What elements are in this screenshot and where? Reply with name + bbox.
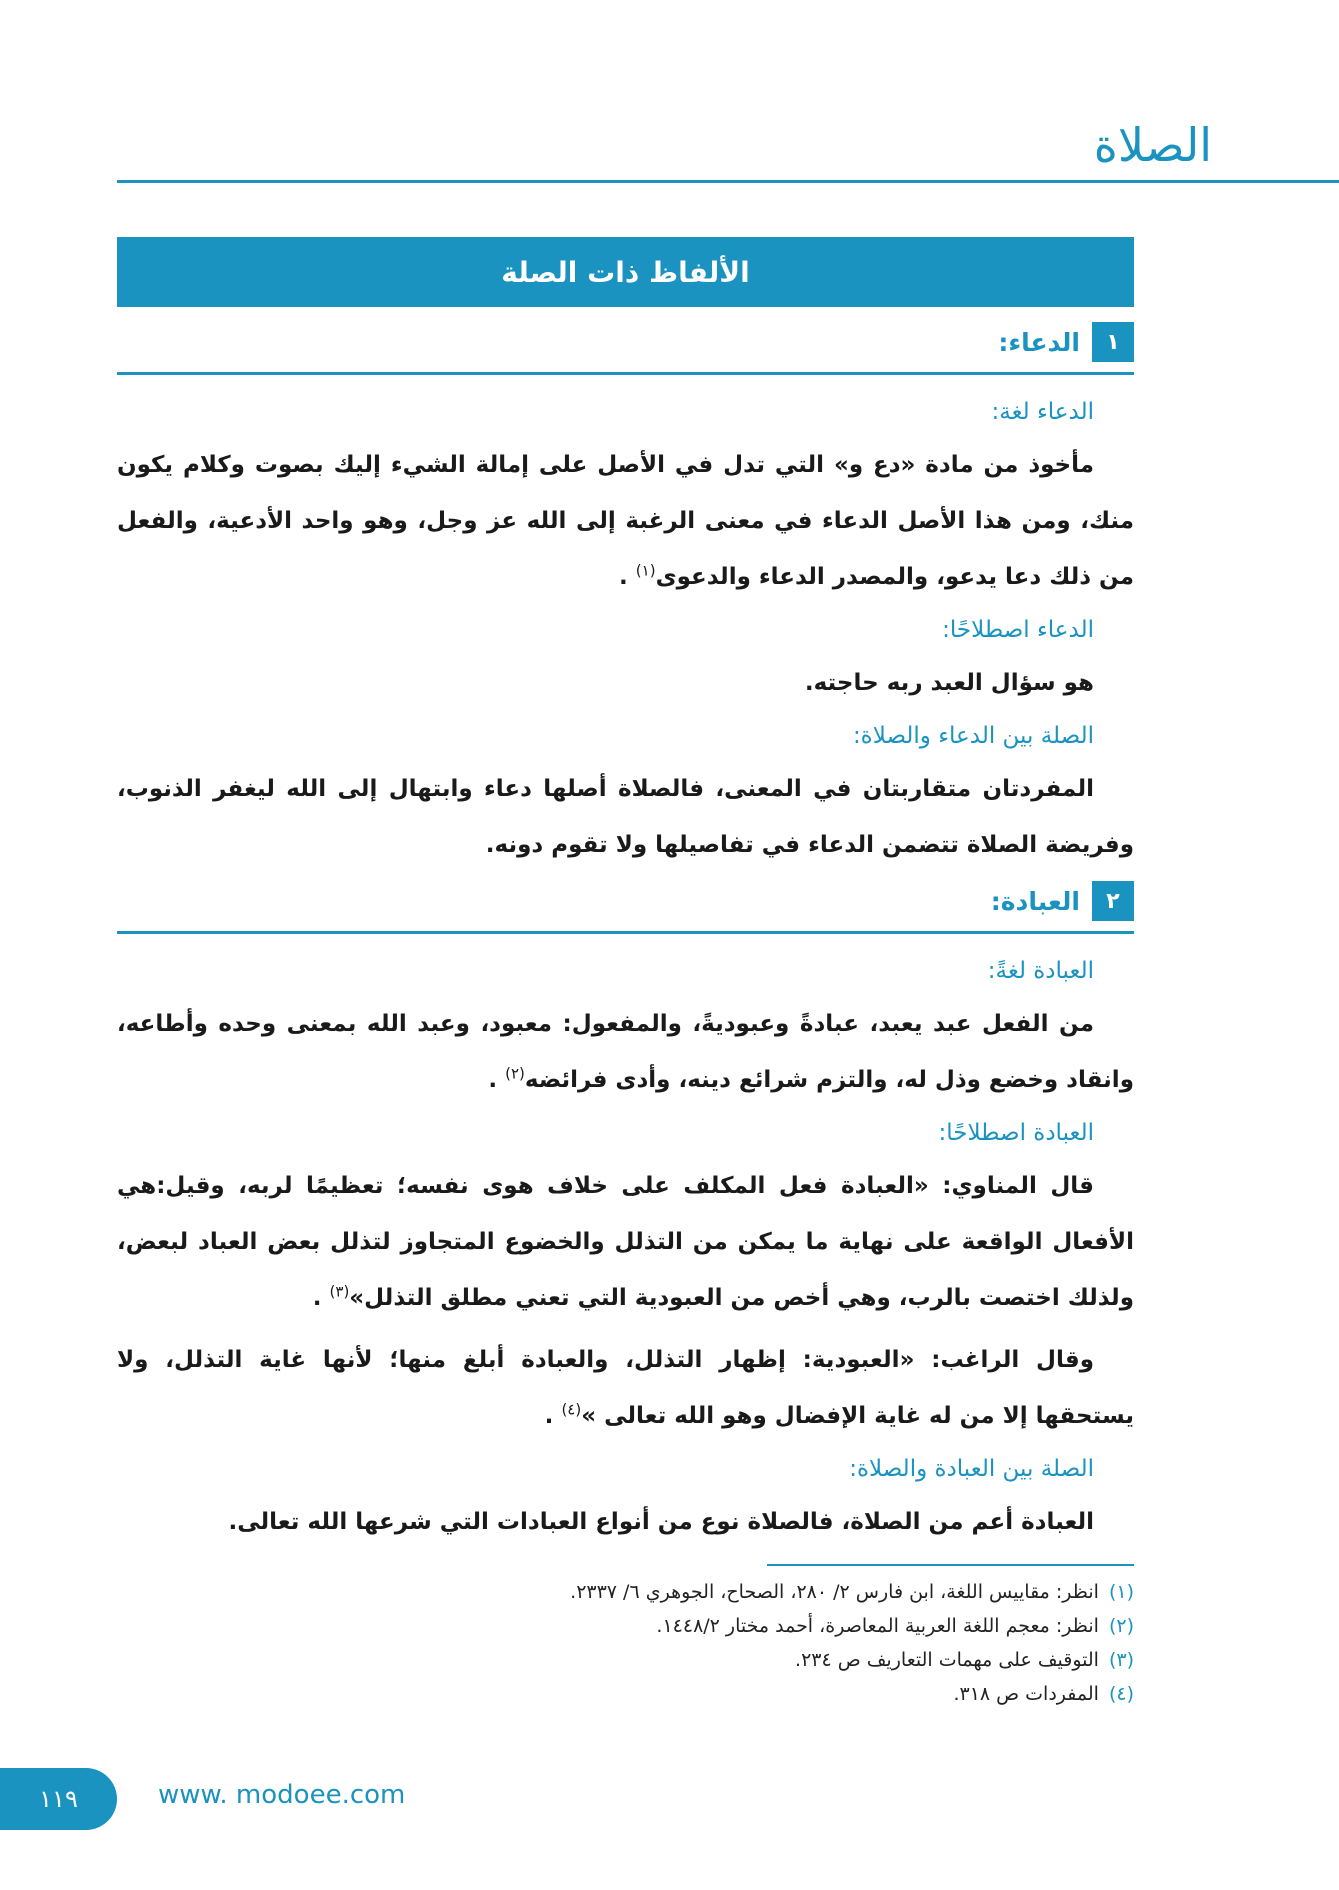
paragraph-quote-munawi (117, 1158, 1134, 1326)
paragraph-text: قال المناوي: «العبادة فعل المكلف على خلاف هوى نفسه؛ تعظيمًا لربه، وقيل:هي الأفعال الواقعة على نهاية ما يمكن من التذلل والخضوع المتجاوز لتذلل بعض العباد لبعض، ولذلك اختصت بالرب، وهي أخص من العبودية التي تعني مطلق التذلل» (117, 1173, 1134, 1311)
footnote-number: (٤) (1108, 1683, 1134, 1705)
page-number: ١١٩ (39, 1785, 78, 1813)
title-divider (117, 180, 1339, 183)
subheading-linguistic: العبادة لغةً: (987, 958, 1094, 984)
footnote-ref[interactable]: (٢) (505, 1064, 525, 1083)
subheading-technical: العبادة اصطلاحًا: (938, 1120, 1094, 1146)
period: . (544, 1403, 554, 1429)
section-title: العبادة: (990, 886, 1080, 916)
page-number-tab (0, 1768, 117, 1830)
paragraph-text: وقال الراغب: «العبودية: إظهار التذلل، والعبادة أبلغ منها؛ لأنها غاية التذلل، ولا يستحقها إلا من له غاية الإفضال وهو الله تعالى » (117, 1347, 1134, 1429)
subheading-technical: الدعاء اصطلاحًا: (942, 617, 1094, 643)
subheading-linguistic: الدعاء لغة: (991, 399, 1094, 425)
footnote-ref[interactable]: (٤) (561, 1400, 582, 1419)
main-content (117, 322, 1134, 1556)
paragraph-quote-raghib (117, 1332, 1134, 1444)
paragraph-linguistic (117, 996, 1134, 1108)
banner-title: الألفاظ ذات الصلة (501, 255, 750, 289)
footnote-item (134, 1575, 1134, 1609)
footnote-ref[interactable]: (٣) (329, 1282, 350, 1301)
footnote-number: (٣) (1108, 1649, 1134, 1671)
footnote-ref[interactable]: (١) (635, 561, 656, 580)
footnote-number: (١) (1108, 1581, 1134, 1603)
footnote-item (134, 1643, 1134, 1677)
paragraph-text: مأخوذ من مادة «دع و» التي تدل في الأصل على إمالة الشيء إليك بصوت وكلام يكون منك، ومن هذا الأصل الدعاء في معنى الرغبة إلى الله عز وجل، وهو واحد الأدعية، والفعل من ذلك دعا يدعو، والمصدر الدعاء والدعوى (117, 452, 1134, 590)
footnote-text: انظر: مقاييس اللغة، ابن فارس ٢/ ٢٨٠، الصحاح، الجوهري ٦/ ٢٣٣٧. (570, 1581, 1099, 1603)
paragraph-linguistic (117, 437, 1134, 605)
section-banner (117, 237, 1134, 307)
footnote-text: انظر: معجم اللغة العربية المعاصرة، أحمد مختار ١٤٤٨/٢. (656, 1615, 1099, 1637)
paragraph-text: من الفعل عبد يعبد، عبادةً وعبوديةً، والمفعول: معبود، وعبد الله بمعنى وحده وأطاعه، وانقاد وخضع وذل له، والتزم شرائع دينه، وأدى فرائضه (117, 1011, 1134, 1093)
paragraph-relation: المفردتان متقاربتان في المعنى، فالصلاة أصلها دعاء وابتهال إلى الله ليغفر الذنوب، وفريضة الصلاة تتضمن الدعاء في تفاصيلها ولا تقوم دونه. (117, 776, 1134, 858)
footnote-text: المفردات ص ٣١٨. (953, 1683, 1099, 1705)
website-link[interactable]: www. modoee.com (158, 1780, 406, 1810)
footnote-item (134, 1609, 1134, 1643)
section-number-badge: ١ (1092, 322, 1134, 362)
section-heading-ibada (117, 881, 1134, 934)
page-title: الصلاة (1093, 118, 1212, 172)
footnote-text: التوقيف على مهمات التعاريف ص ٢٣٤. (795, 1649, 1099, 1671)
section-heading-dua (117, 322, 1134, 375)
footnotes-list (134, 1575, 1134, 1711)
section-number-badge: ٢ (1092, 881, 1134, 921)
footnote-item (134, 1677, 1134, 1711)
paragraph-relation: العبادة أعم من الصلاة، فالصلاة نوع من أنواع العبادات التي شرعها الله تعالى. (228, 1509, 1094, 1535)
footnote-number: (٢) (1108, 1615, 1134, 1637)
section-title: الدعاء: (998, 327, 1080, 357)
period: . (619, 564, 628, 590)
subheading-relation: الصلة بين العبادة والصلاة: (849, 1456, 1094, 1482)
paragraph-technical: هو سؤال العبد ربه حاجته. (804, 670, 1094, 696)
footnotes-divider (767, 1564, 1134, 1566)
period: . (312, 1285, 322, 1311)
period: . (488, 1067, 498, 1093)
subheading-relation: الصلة بين الدعاء والصلاة: (852, 723, 1094, 749)
